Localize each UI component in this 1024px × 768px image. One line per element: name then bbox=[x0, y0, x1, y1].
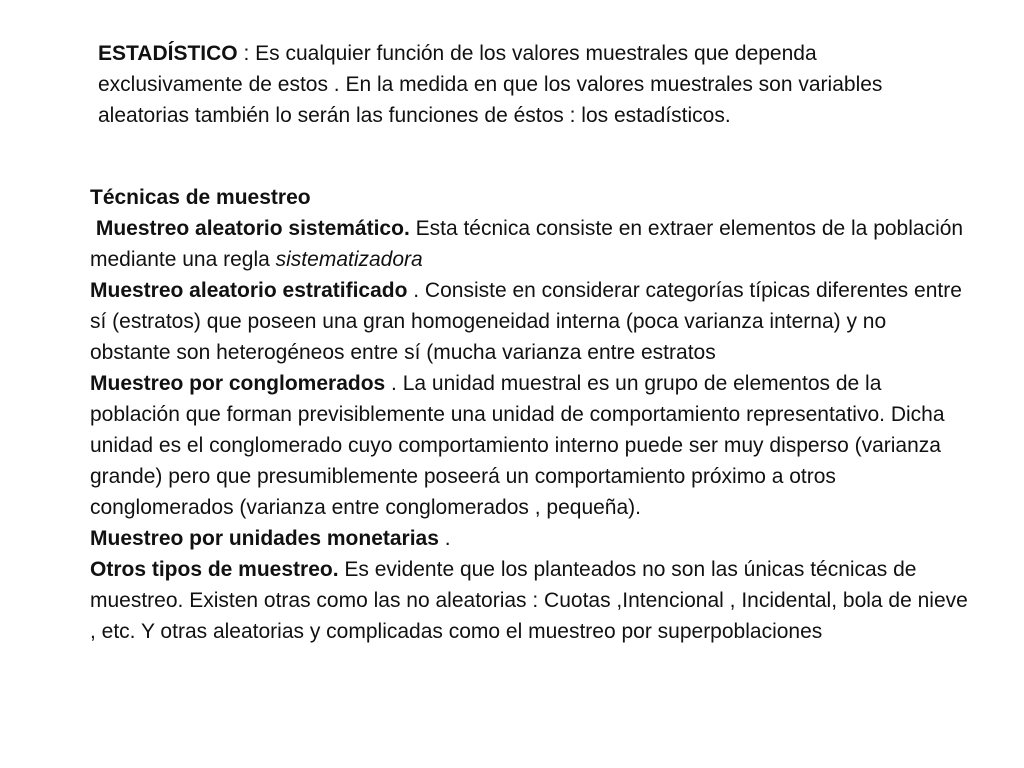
monetary-sampling-text: . bbox=[438, 527, 451, 550]
other-sampling-title: Otros tipos de muestreo. bbox=[90, 558, 339, 581]
stratified-sampling-item bbox=[90, 275, 970, 368]
systematic-sampling-text: Esta técnica consiste en extraer elementos de la población mediante una regla bbox=[90, 217, 964, 271]
statistic-term: ESTADÍSTICO bbox=[98, 42, 238, 65]
other-sampling-text: Es evidente que los planteados no son las únicas técnicas de muestreo. Existen otras como las no aleatorias : Cuotas ,Intencional , Incidental, bola de nieve , etc. Y otras aleatorias y complicadas como el muestreo por superpoblaciones bbox=[90, 558, 968, 643]
other-sampling-item bbox=[90, 554, 970, 647]
statistic-definition-text: : Es cualquier función de los valores muestrales que dependa exclusivamente de estos . En la medida en que los valores muestrales son variables aleatorias también lo serán las funciones de éstos : los estadísticos. bbox=[98, 42, 883, 127]
systematic-sampling-emphasis: sistematizadora bbox=[275, 248, 423, 271]
sampling-techniques-heading bbox=[90, 182, 970, 213]
statistic-definition bbox=[98, 38, 888, 131]
statistic-definition-paragraph bbox=[98, 38, 888, 131]
stratified-sampling-title: Muestreo aleatorio estratificado bbox=[90, 279, 408, 302]
cluster-sampling-text: . La unidad muestral es un grupo de elementos de la población que forman previsiblemente una unidad de comportamiento representativo. Dicha unidad es el conglomerado cuyo comportamiento interno puede ser muy disperso (varianza grande) pero que presumiblemente poseerá un comportamiento próximo a otros conglomerados (varianza entre conglomerados , pequeña). bbox=[90, 372, 945, 519]
heading-text: Técnicas de muestreo bbox=[90, 186, 311, 209]
sampling-techniques bbox=[90, 182, 970, 647]
stratified-sampling-text: . Consiste en considerar categorías típicas diferentes entre sí (estratos) que poseen una gran homogeneidad interna (poca varianza interna) y no obstante son heterogéneos entre sí (mucha varianza entre estratos bbox=[90, 279, 962, 364]
monetary-sampling-item bbox=[90, 523, 970, 554]
systematic-sampling-item bbox=[90, 213, 970, 275]
systematic-sampling-title: Muestreo aleatorio sistemático. bbox=[95, 217, 410, 240]
cluster-sampling-item bbox=[90, 368, 970, 523]
cluster-sampling-title: Muestreo por conglomerados bbox=[90, 372, 386, 395]
monetary-sampling-title: Muestreo por unidades monetarias bbox=[90, 527, 439, 550]
